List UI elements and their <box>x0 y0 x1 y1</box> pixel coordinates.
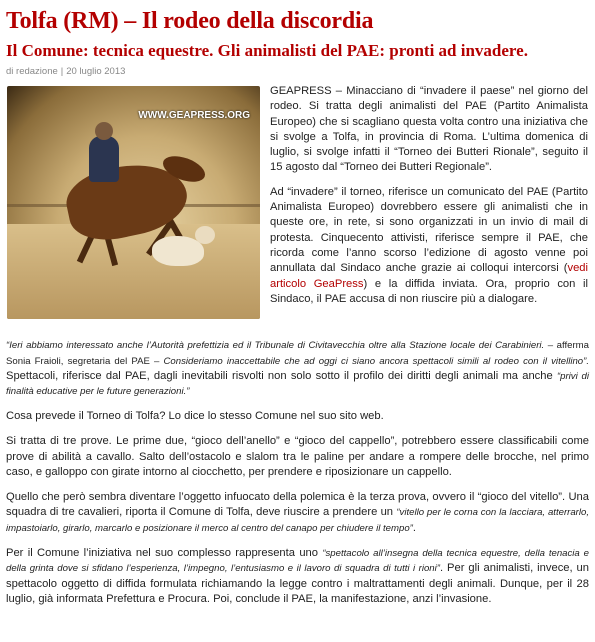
paragraph-3: “Ieri abbiamo interessato anche l’Autorità prefettizia ed il Tribunale di Civitavecchia oltre alla Stazione locale dei Carabinieri. – afferma Sonia Fraioli, segretaria del PAE – Consideriamo inaccettabile che ad oggi ci siano ancora spettacoli simili al rodeo con il vitellino”. Spettacoli, riferisce dal PAE, dagli inevitabili risvolti non solo sotto il profilo dei diritti degli animali ma anche “privi di finalità educative per le future generazioni.” <box>6 340 589 397</box>
intro-section <box>6 84 589 339</box>
article-photo <box>7 86 260 319</box>
paragraph-5: Si tratta di tre prove. Le prime due, “gioco dell’anello” e “gioco del cappello”, potrebbero essere classificabili come prove di abilità a cavallo. Salto dell’ostacolo e slalom tra le paline per andare a rompere delle brocche, nel primo caso, e galloppo con girate intorno al ciocchetto, per prendere e riposizionare un cappello. <box>6 435 589 478</box>
paragraph-4: Cosa prevede il Torneo di Tolfa? Lo dice lo stesso Comune nel suo sito web. <box>6 410 384 422</box>
article-title: Tolfa (RM) – Il rodeo della discordia <box>6 8 374 34</box>
rider-figure <box>89 136 119 182</box>
intro-text <box>270 84 588 316</box>
date-label: 20 luglio 2013 <box>66 66 126 77</box>
geapress-article-link[interactable]: vedi articolo GeaPress <box>270 262 588 290</box>
paragraph-1: GEAPRESS – Minacciano di “invadere il paese” nel giorno del rodeo. Si tratta degli animalisti del PAE (Partito Animalista Europeo) che si scagliano questa volta contro una iniziativa che si svolge a Tolfa, in provincia di Roma. L’ultima domenica di luglio, si svolge infatti il “Torneo dei Butteri Rionale”, seguito il 15 agosto dal “Torneo dei Butteri Regionale”. <box>270 85 588 174</box>
paragraph-2: Ad “invadere” il torneo, riferisce un comunicato del PAE (Partito Animalista Europeo) dovrebbero essere gli animalisti che in queste ore, in rete, si sono organizzati in un invio di mail di protesta. Cinquecento attivisti, riferisce sempre il PAE, che ricorda come l’anno scorso l’edizione di agosto venne poi annullata dal Sindaco anche grazie ai colloqui intercorsi (vedi articolo GeaPress) e la diffida inviata. Ora, proprio con il Sindaco, il PAE accusa di non riuscire più a dialogare. <box>270 185 588 305</box>
article-body <box>6 339 589 607</box>
article-meta <box>6 66 589 78</box>
meta-separator: | <box>60 66 64 77</box>
paragraph-6: Quello che però sembra diventare l’oggetto infuocato della polemica è la terza prova, ovvero il “gioco del vitello”. Una squadra di tre cavalieri, riporta il Comune di Tolfa, deve riuscire a prendere un “vitello per le corna con la lacciara, atterrarlo, impastoiarlo, girarlo, marcarlo e posizionare il merco al centro del canapo per chiudere il tempo”. <box>6 491 589 534</box>
article-page <box>0 7 595 642</box>
author-label: di redazione <box>6 66 58 77</box>
paragraph-7: Per il Comune l’iniziativa nel suo complesso rappresenta uno “spettacolo all’insegna della tecnica equestre, della tenacia e della grinta dove si sfidano l’esperienza, l’impegno, l’entusiasmo e il lavoro di squadra di tutti i rioni”. Per gli animalisti, invece, un spettacolo oggetto di diffida formulata richiamando la legge contro i maltrattamenti degli animali. Dunque, per il 28 luglio, già informata Prefettura e Procura. Poi, conclude il PAE, la manifestazione, anzi l’invasione. <box>6 547 589 605</box>
article-subtitle: Il Comune: tecnica equestre. Gli animalisti del PAE: pronti ad invadere. <box>6 41 528 60</box>
photo-watermark: WWW.GEAPRESS.ORG <box>138 110 250 121</box>
